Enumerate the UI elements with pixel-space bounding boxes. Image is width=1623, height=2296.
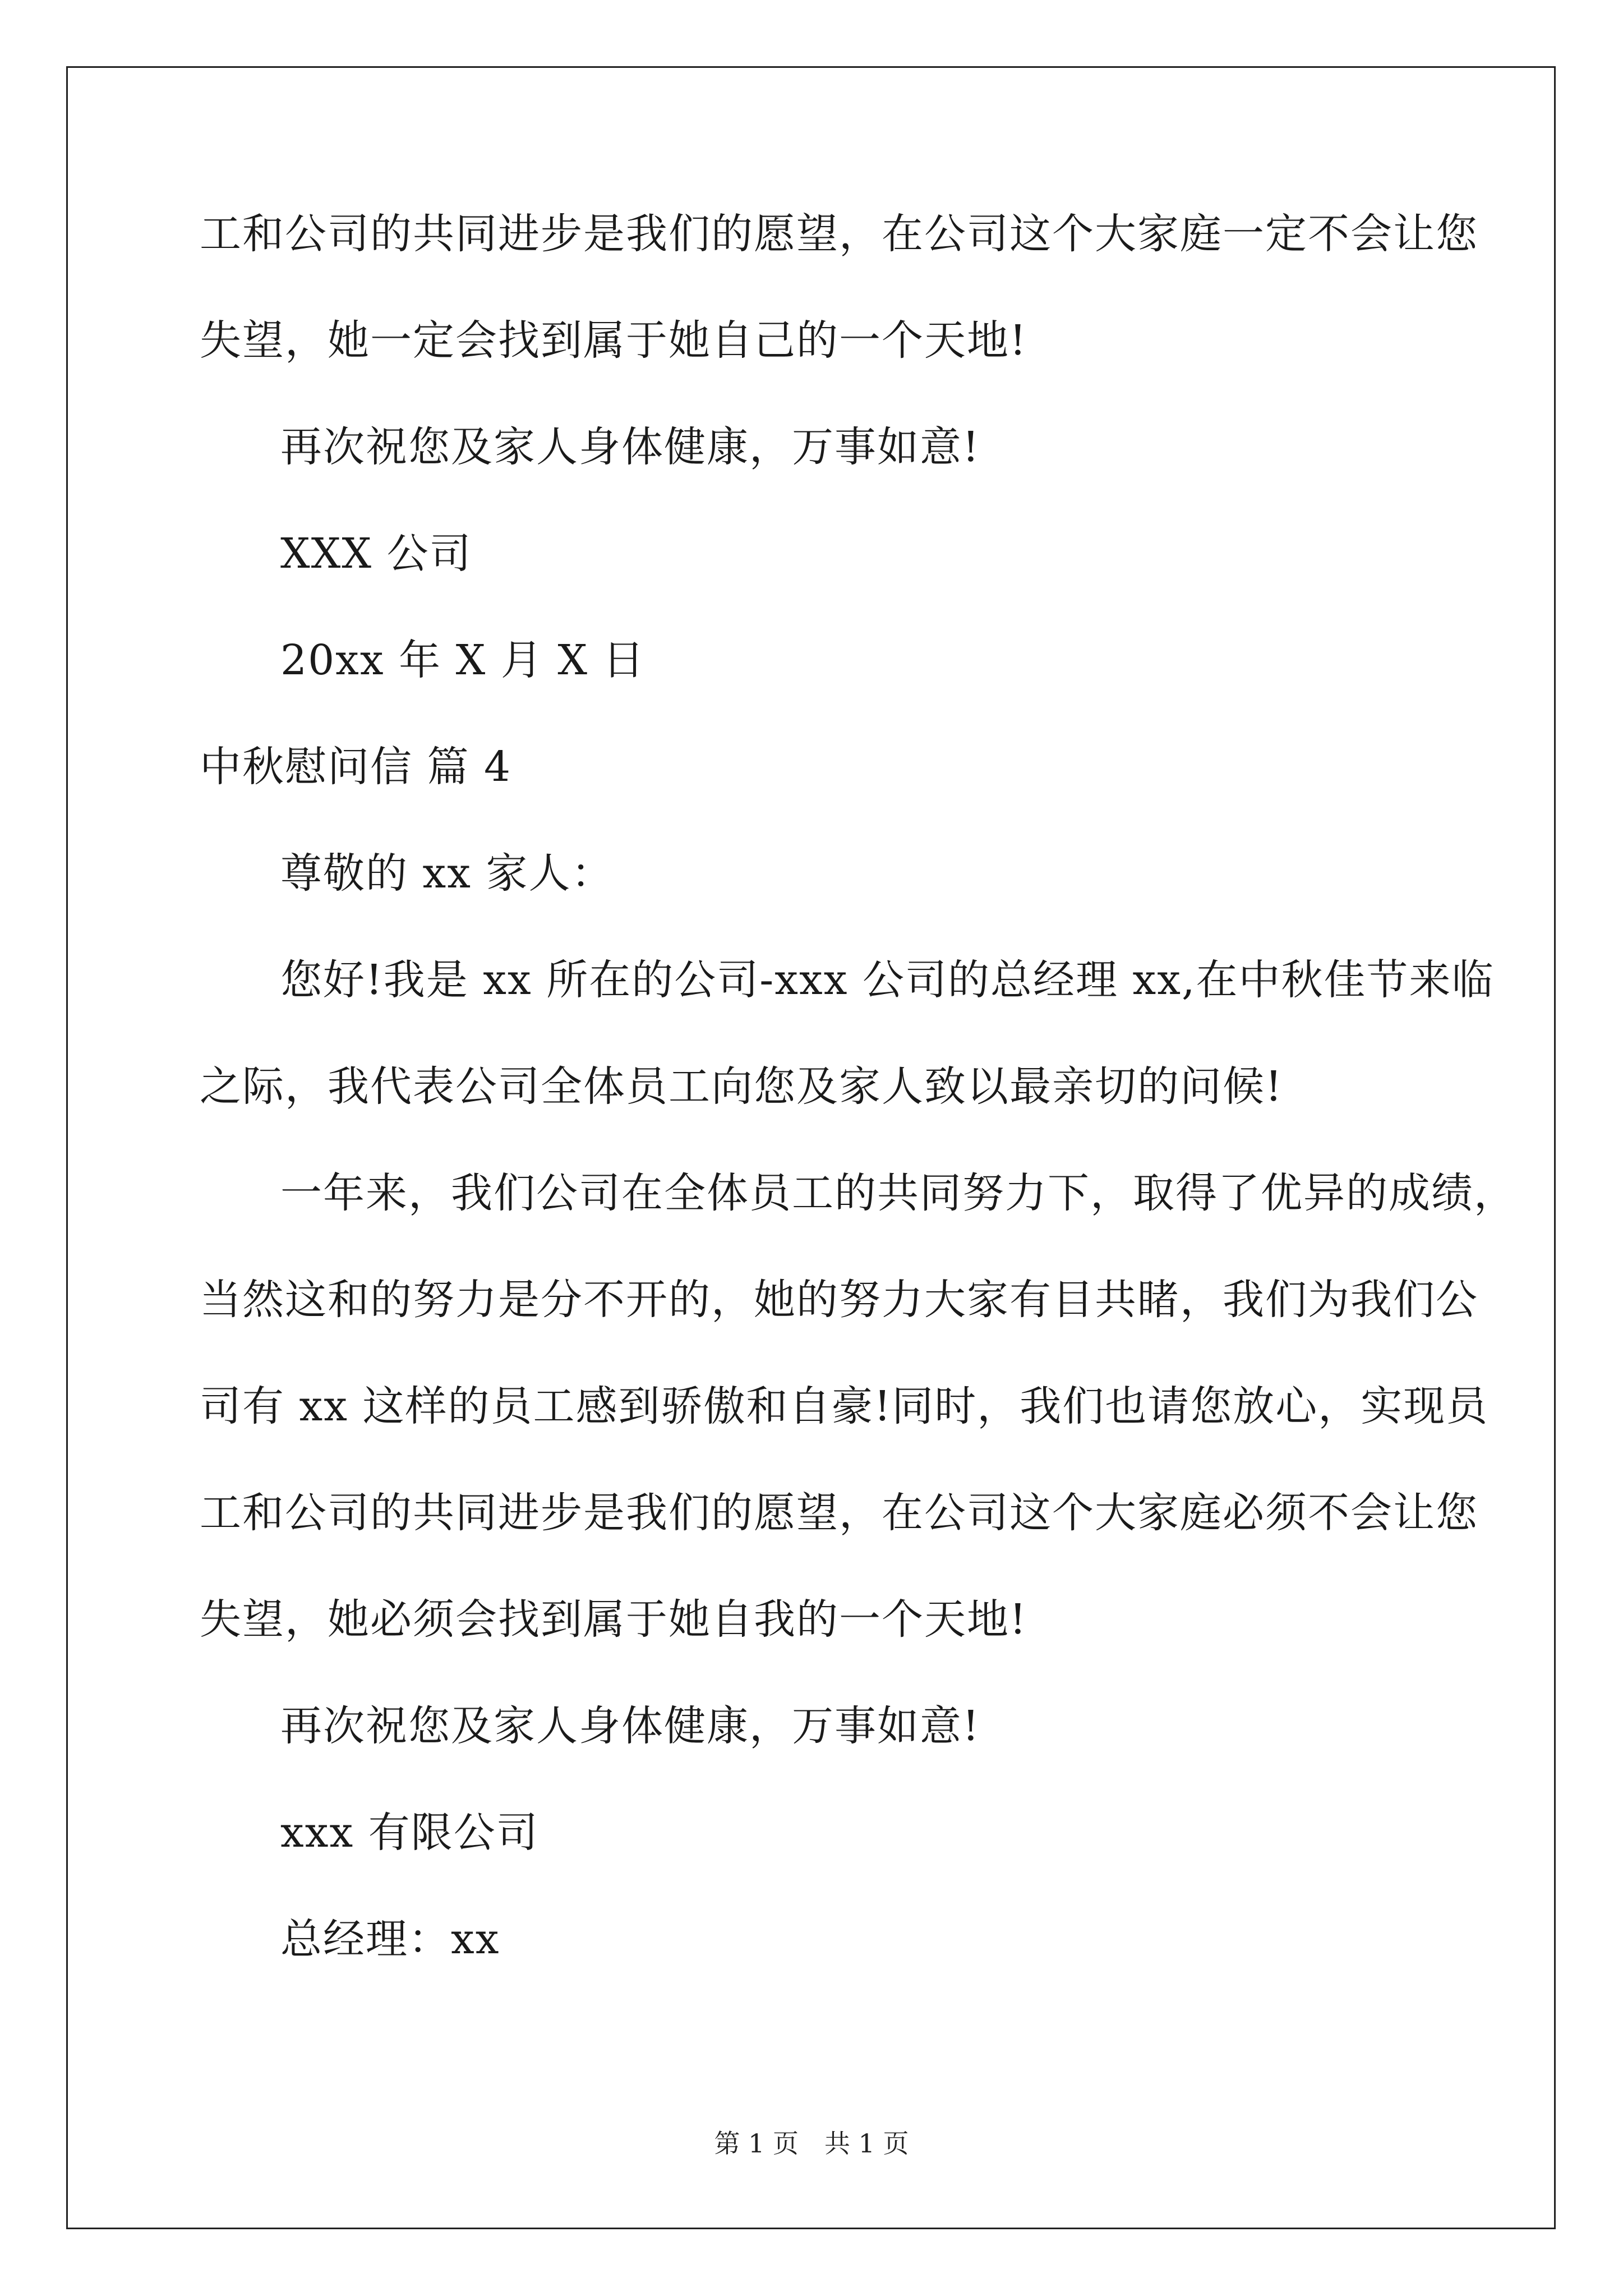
paragraph-line: 之际，我代表公司全体员工向您及家人致以最亲切的问候!: [200, 1062, 1283, 1111]
signature-date: 20xx 年 X 月 X 日: [280, 636, 645, 684]
body-line-1: 工和公司的共同进步是我们的愿望，在公司这个大家庭一定不会让您: [200, 210, 1478, 258]
document-body: [200, 210, 1516, 2025]
paragraph-line: 司有 xx 这样的员工感到骄傲和自豪!同时，我们也请您放心，实现员: [200, 1382, 1489, 1430]
section-heading: 中秋慰问信 篇 4: [200, 743, 512, 791]
signature-company: xxx 有限公司: [280, 1809, 539, 1857]
paragraph-line: 工和公司的共同进步是我们的愿望，在公司这个大家庭必须不会让您: [200, 1489, 1478, 1537]
paragraph-line: 当然这和的努力是分不开的，她的努力大家有目共睹，我们为我们公: [200, 1276, 1478, 1324]
closing-wish-line: 再次祝您及家人身体健康，万事如意!: [280, 423, 980, 471]
page-footer: 第 1 页 共 1 页: [714, 2128, 909, 2159]
signature-company: XXX 公司: [280, 530, 472, 578]
paragraph-line: 一年来，我们公司在全体员工的共同努力下，取得了优异的成绩，: [280, 1169, 1516, 1217]
closing-wish-line: 再次祝您及家人身体健康，万事如意!: [280, 1702, 980, 1750]
paragraph-line: 您好!我是 xx 所在的公司-xxx 公司的总经理 xx,在中秋佳节来临: [280, 956, 1495, 1004]
salutation: 尊敬的 xx 家人：: [280, 849, 614, 898]
body-line-2: 失望，她一定会找到属于她自己的一个天地!: [200, 316, 1027, 365]
paragraph-line: 失望，她必须会找到属于她自我的一个天地!: [200, 1595, 1027, 1644]
signature-manager: 总经理：xx: [280, 1915, 500, 1963]
